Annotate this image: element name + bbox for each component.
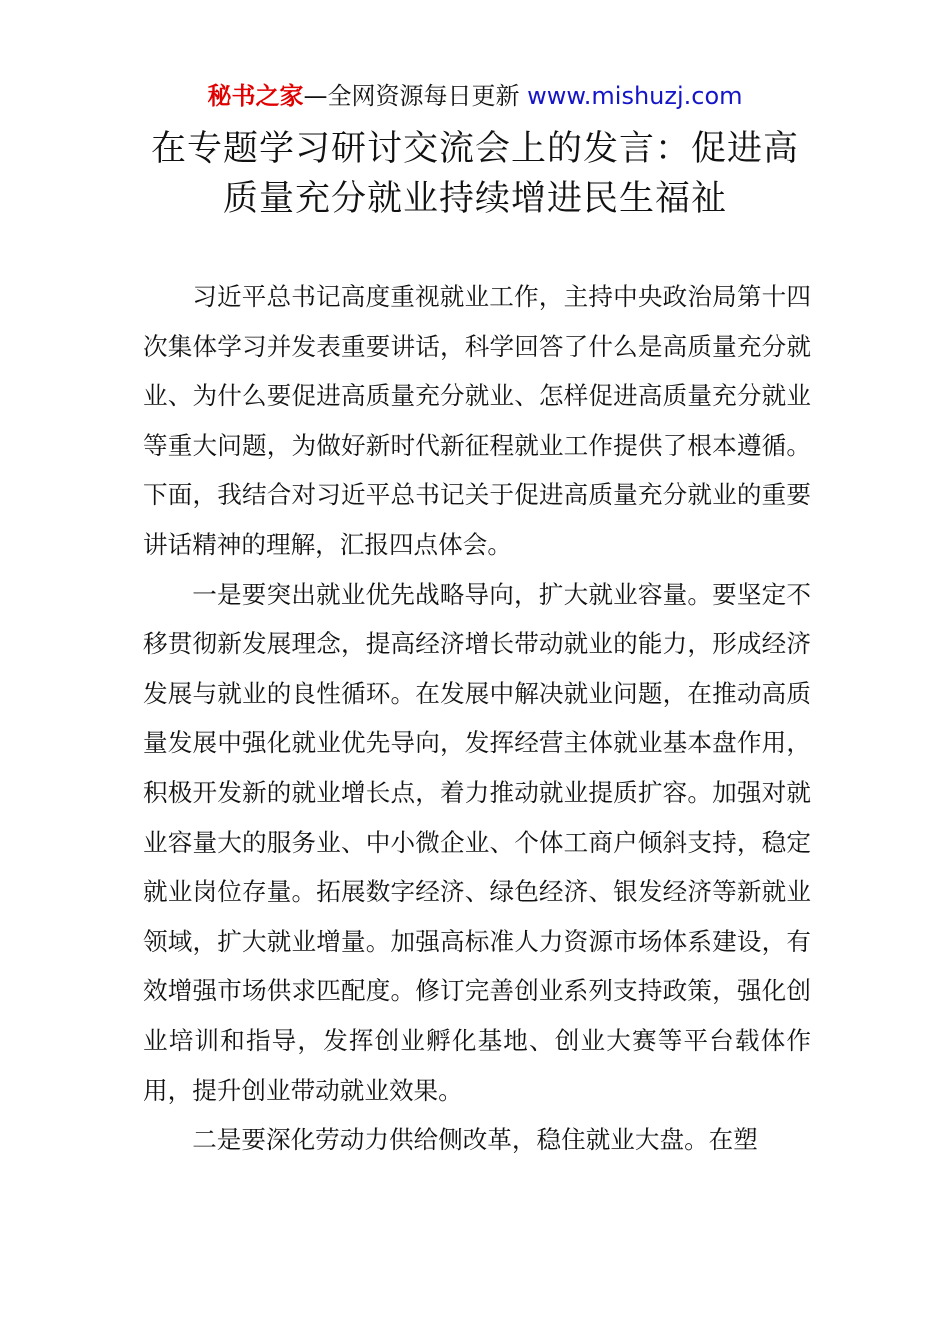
document-body — [143, 272, 811, 1165]
paragraph-point-2: 二是要深化劳动力供给侧改革，稳住就业大盘。在塑 — [192, 1125, 758, 1155]
site-url: www.mishuzj.com — [527, 82, 743, 110]
document-title — [0, 124, 950, 224]
title-line-1: 在专题学习研讨交流会上的发言：促进高 — [150, 129, 799, 169]
paragraph-point-1: 一是要突出就业优先战略导向，扩大就业容量。要坚定不移贯彻新发展理念，提高经济增长带动就业的能力，形成经济发展与就业的良性循环。在发展中解决就业问题，在推动高质量发展中强化就业优先导向，发挥经营主体就业基本盘作用，积极开发新的就业增长点，着力推动就业提质扩容。加强对就业容量大的服务业、中小微企业、个体工商户倾斜支持，稳定就业岗位存量。拓展数字经济、绿色经济、银发经济等新就业领域，扩大就业增量。加强高标准人力资源市场体系建设，有效增强市场供求匹配度。修订完善创业系列支持政策，强化创业培训和指导，发挥创业孵化基地、创业大赛等平台载体作用，提升创业带动就业效果。 — [143, 579, 811, 1105]
site-brand: 秘书之家 — [207, 82, 304, 110]
paragraph-intro: 习近平总书记高度重视就业工作，主持中央政治局第十四次集体学习并发表重要讲话，科学回答了什么是高质量充分就业、为什么要促进高质量充分就业、怎样促进高质量充分就业等重大问题，为做好新时代新征程就业工作提供了根本遵循。下面，我结合对习近平总书记关于促进高质量充分就业的重要讲话精神的理解，汇报四点体会。 — [143, 282, 811, 559]
title-line-2: 质量充分就业持续增进民生福祉 — [222, 179, 727, 219]
site-tagline: —全网资源每日更新 — [303, 82, 528, 110]
site-header — [0, 80, 950, 112]
